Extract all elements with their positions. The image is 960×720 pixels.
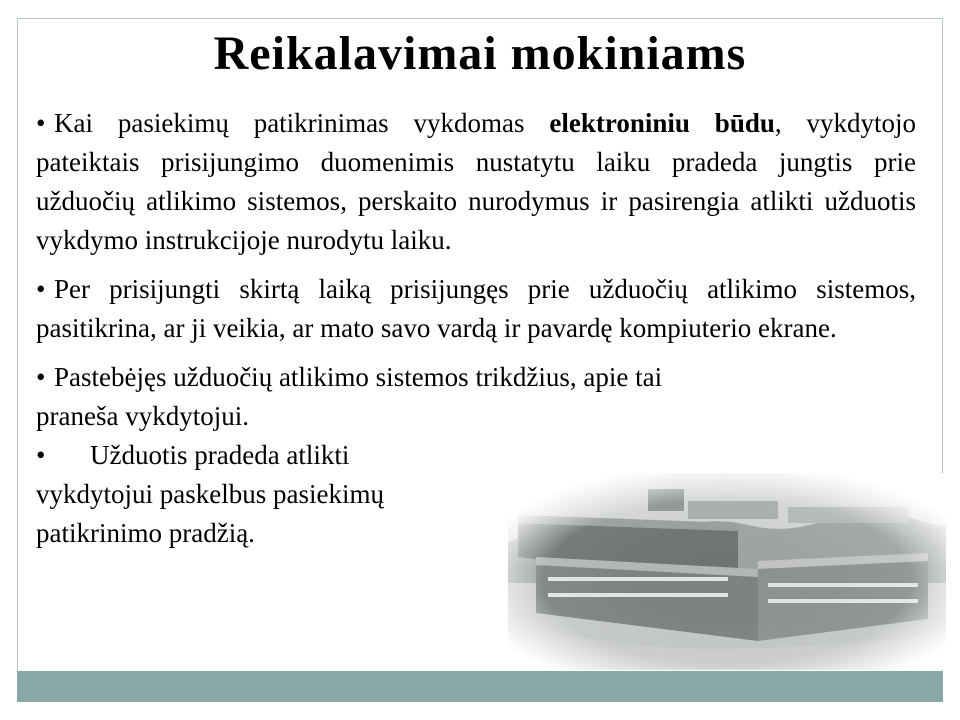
bullet-4-line-2: vykdytojui paskelbus pasiekimų — [36, 479, 384, 509]
bullet-3-line-1: Pastebėjęs užduočių atlikimo sistemos trikdžius, apie tai — [54, 362, 663, 392]
bottom-band — [17, 671, 943, 702]
bullet-1-text-end: , vykdytojo pateiktais prisijungimo duomenimis nustatytu laiku pradeda jungtis prie užduočių atlikimo sistemos, perskaito nurodymus ir pasirengia atlikti užduotis vykdymo instrukcijoje nurodytu laiku. — [36, 108, 916, 255]
bullet-icon: • — [36, 440, 46, 470]
bullet-icon: • — [36, 108, 46, 138]
bullet-4-line-3: patikrinimo pradžią. — [36, 518, 255, 548]
bullet-4-line-1: Užduotis pradeda atlikti — [90, 440, 350, 470]
bullet-3-line-2: praneša vykdytojui. — [36, 401, 249, 431]
bullet-1-text-start: Kai pasiekimų patikrinimas vykdomas — [54, 108, 550, 138]
bullet-item-2 — [36, 270, 916, 348]
slide-title: Reikalavimai mokiniams — [213, 27, 747, 80]
bullet-2-text: Per prisijungti skirtą laiką prisijungęs prie užduočių atlikimo sistemos, pasitikrina, ar ji veikia, ar mato savo vardą ir pavardę kompiuterio ekrane. — [36, 274, 916, 343]
bullet-1-bold: elektroniniu būdu — [549, 108, 775, 138]
bullet-icon: • — [36, 362, 46, 392]
bullet-icon: • — [36, 274, 46, 304]
bullet-item-3 — [36, 358, 916, 436]
bullet-item-1 — [36, 104, 916, 260]
school-building-photo — [508, 473, 946, 670]
